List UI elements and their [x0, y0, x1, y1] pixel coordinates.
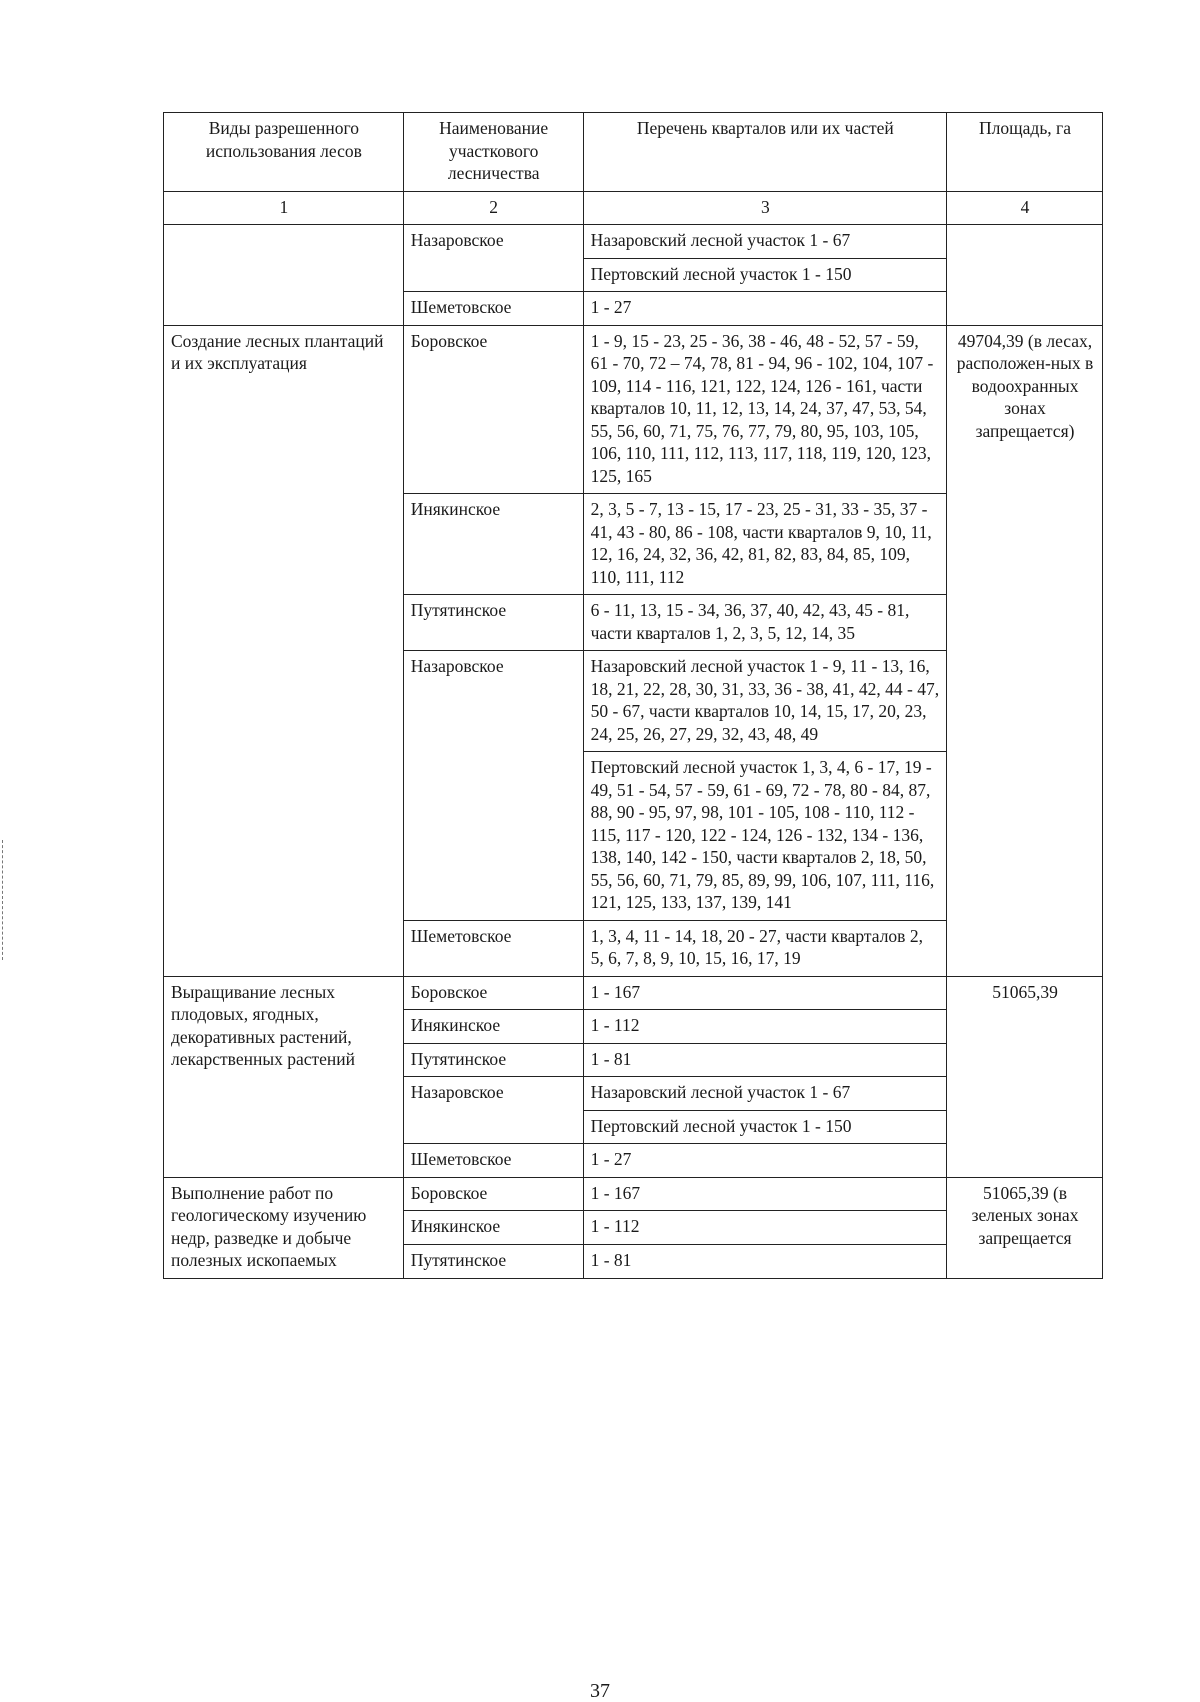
binding-margin-mark [2, 840, 4, 960]
forestry-name: Путятинское [403, 595, 583, 651]
use-type-cell: Выполнение работ по геологическому изучению недр, разведке и добыче полезных ископаемых [164, 1177, 404, 1278]
header-use-type: Виды разрешенного использования лесов [164, 113, 404, 192]
quarters-cell: Пертовский лесной участок 1 - 150 [583, 258, 946, 292]
area-cell: 49704,39 (в лесах, расположен-ных в водоохранных зонах запрещается) [947, 325, 1103, 976]
forestry-name: Инякинское [403, 1211, 583, 1245]
forestry-name: Путятинское [403, 1043, 583, 1077]
header-forestry-name: Наименование участкового лесничества [403, 113, 583, 192]
quarters-cell: 1 - 9, 15 - 23, 25 - 36, 38 - 46, 48 - 52, 57 - 59, 61 - 70, 72 – 74, 78, 81 - 94, 96 - 102, 104, 107 - 109, 114 - 116, 121, 122, 124, 126 - 161, части кварталов 10, 11, 12, 13, 14, 24, 37, 47, 53, 54, 55, 56, 60, 71, 75, 76, 77, 79, 80, 95, 103, 105, 106, 110, 111, 112, 113, 117, 118, 119, 120, 123, 125, 165 [583, 325, 946, 494]
quarters-cell: Назаровский лесной участок 1 - 9, 11 - 13, 16, 18, 21, 22, 28, 30, 31, 33, 36 - 38, 41, 42, 44 - 47, 50 - 67, части кварталов 10, 14, 15, 17, 20, 23, 24, 25, 26, 27, 29, 32, 43, 48, 49 [583, 651, 946, 752]
forestry-name: Инякинское [403, 494, 583, 595]
quarters-cell: 1 - 81 [583, 1043, 946, 1077]
quarters-cell: 1 - 27 [583, 292, 946, 326]
column-number: 4 [947, 191, 1103, 225]
quarters-cell: Пертовский лесной участок 1, 3, 4, 6 - 17, 19 - 49, 51 - 54, 57 - 59, 61 - 69, 72 - 78, 80 - 84, 87, 88, 90 - 95, 97, 98, 101 - 105, 108 - 110, 112 - 115, 117 - 120, 122 - 124, 126 - 132, 134 - 136, 138, 140, 142 - 150, части кварталов 2, 18, 50, 55, 56, 60, 71, 79, 85, 89, 99, 106, 107, 111, 116, 121, 125, 133, 137, 139, 141 [583, 752, 946, 921]
quarters-cell: 1 - 167 [583, 976, 946, 1010]
quarters-cell: 1 - 27 [583, 1144, 946, 1178]
use-type-cell: Выращивание лесных плодовых, ягодных, декоративных растений, лекарственных растений [164, 976, 404, 1177]
quarters-cell: 1 - 167 [583, 1177, 946, 1211]
quarters-cell: Пертовский лесной участок 1 - 150 [583, 1110, 946, 1144]
quarters-cell: 1 - 81 [583, 1244, 946, 1278]
forestry-name: Назаровское [403, 225, 583, 292]
use-type-cell: Создание лесных плантаций и их эксплуатация [164, 325, 404, 976]
forestry-name: Шеметовское [403, 292, 583, 326]
column-number: 2 [403, 191, 583, 225]
quarters-cell: 2, 3, 5 - 7, 13 - 15, 17 - 23, 25 - 31, 33 - 35, 37 - 41, 43 - 80, 86 - 108, части кварталов 9, 10, 11, 12, 16, 24, 32, 36, 42, 81, 82, 83, 84, 85, 109, 110, 111, 112 [583, 494, 946, 595]
forestry-name: Шеметовское [403, 1144, 583, 1178]
quarters-cell: Назаровский лесной участок 1 - 67 [583, 1077, 946, 1111]
page-number: 37 [590, 1680, 610, 1702]
area-cell-continued [947, 225, 1103, 326]
column-number: 1 [164, 191, 404, 225]
quarters-cell: 1, 3, 4, 11 - 14, 18, 20 - 27, части кварталов 2, 5, 6, 7, 8, 9, 10, 15, 16, 17, 19 [583, 920, 946, 976]
quarters-cell: 6 - 11, 13, 15 - 34, 36, 37, 40, 42, 43, 45 - 81, части кварталов 1, 2, 3, 5, 12, 14, 35 [583, 595, 946, 651]
table-header-row [164, 113, 1103, 192]
table-row [164, 325, 1103, 494]
forestry-name: Боровское [403, 976, 583, 1010]
column-number: 3 [583, 191, 946, 225]
forestry-name: Боровское [403, 325, 583, 494]
area-cell: 51065,39 (в зеленых зонах запрещается [947, 1177, 1103, 1278]
forestry-name: Шеметовское [403, 920, 583, 976]
table-row [164, 225, 1103, 259]
column-number-row [164, 191, 1103, 225]
use-type-cell-continued [164, 225, 404, 326]
header-quarters-list: Перечень кварталов или их частей [583, 113, 946, 192]
header-area: Площадь, га [947, 113, 1103, 192]
table-row [164, 1177, 1103, 1211]
quarters-cell: Назаровский лесной участок 1 - 67 [583, 225, 946, 259]
forestry-name: Боровское [403, 1177, 583, 1211]
forest-use-table [163, 112, 1103, 1279]
area-cell: 51065,39 [947, 976, 1103, 1177]
table-row [164, 976, 1103, 1010]
forestry-name: Инякинское [403, 1010, 583, 1044]
forestry-name: Путятинское [403, 1244, 583, 1278]
quarters-cell: 1 - 112 [583, 1211, 946, 1245]
forestry-name: Назаровское [403, 651, 583, 921]
quarters-cell: 1 - 112 [583, 1010, 946, 1044]
forestry-name: Назаровское [403, 1077, 583, 1144]
